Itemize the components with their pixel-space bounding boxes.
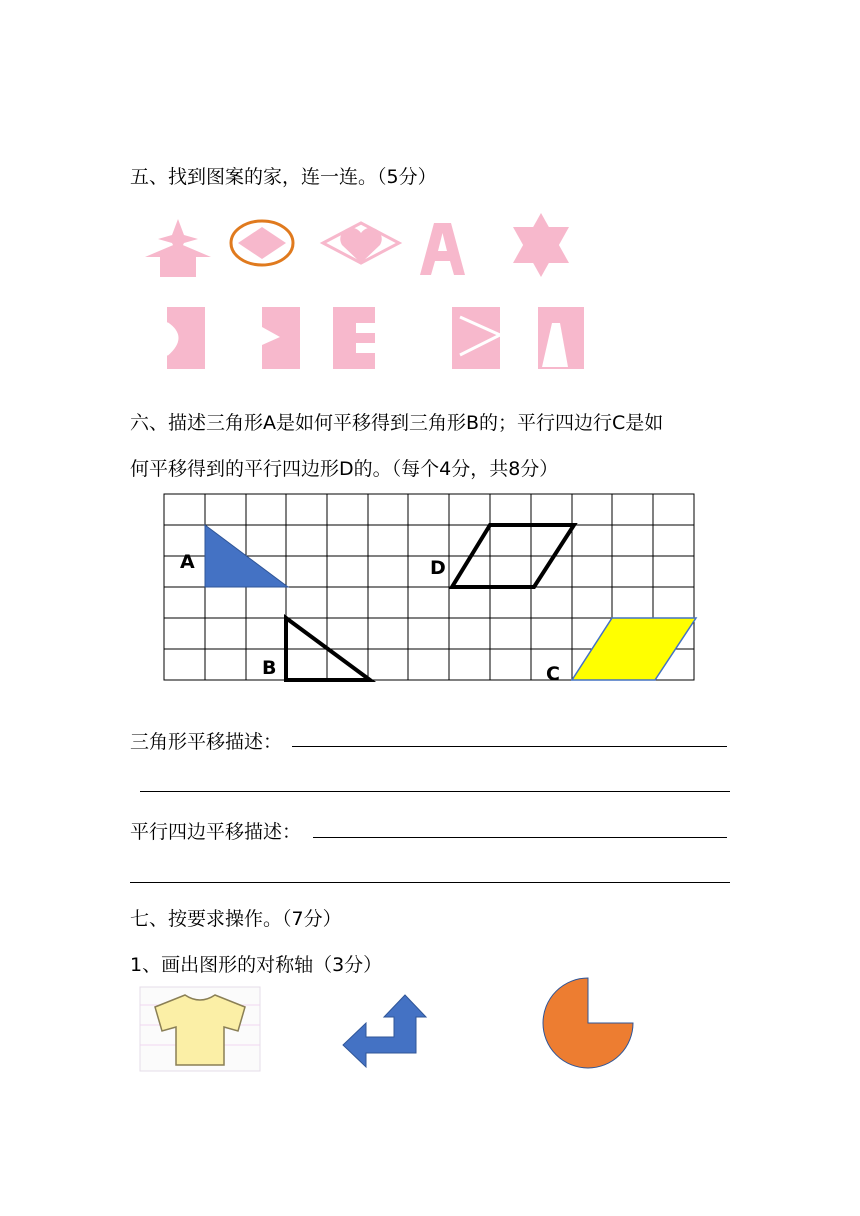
half-pattern-5 xyxy=(538,307,584,369)
section5-title: 五、找到图案的家，连一连。（5分） xyxy=(130,166,437,188)
label-c: C xyxy=(546,663,560,685)
pattern-row-2 xyxy=(0,305,860,385)
section6-title-line1: 六、描述三角形A是如何平移得到三角形B的；平行四边行C是如 xyxy=(130,412,664,434)
question-1-symmetry-axis: 1、画出图形的对称轴（3分） xyxy=(130,954,383,976)
half-pattern-1 xyxy=(167,307,205,369)
half-pattern-4 xyxy=(452,307,500,369)
half-pattern-2 xyxy=(262,307,300,369)
letter-a-pattern xyxy=(420,223,465,275)
arrow-figure xyxy=(343,995,426,1067)
hexagram-pattern xyxy=(513,213,569,277)
triangle-desc-answer-line-1[interactable] xyxy=(292,746,727,747)
parallelogram-desc-answer-line-2[interactable] xyxy=(130,882,730,883)
triangle-desc-label: 三角形平移描述： xyxy=(130,731,283,753)
symmetry-figures xyxy=(0,985,860,1085)
label-b: B xyxy=(262,657,277,679)
shirt-figure xyxy=(140,987,260,1071)
half-pattern-3 xyxy=(333,307,375,369)
section6-title-line2: 何平移得到的平行四边形D的。（每个4分，共8分） xyxy=(130,458,559,480)
heart-diamond-pattern xyxy=(323,223,399,263)
label-d: D xyxy=(430,557,446,579)
translation-grid-figure xyxy=(0,490,860,690)
parallelogram-desc-answer-line-1[interactable] xyxy=(313,837,727,838)
section7-title: 七、按要求操作。（7分） xyxy=(130,908,342,930)
pattern-row-1 xyxy=(0,205,860,305)
circled-diamond-pattern xyxy=(231,221,293,265)
triangle-desc-answer-line-2[interactable] xyxy=(140,791,730,792)
parallelogram-desc-label: 平行四边平移描述： xyxy=(130,821,302,843)
pie-figure xyxy=(543,978,633,1068)
house-star-pattern xyxy=(145,219,211,277)
label-a: A xyxy=(180,551,195,573)
